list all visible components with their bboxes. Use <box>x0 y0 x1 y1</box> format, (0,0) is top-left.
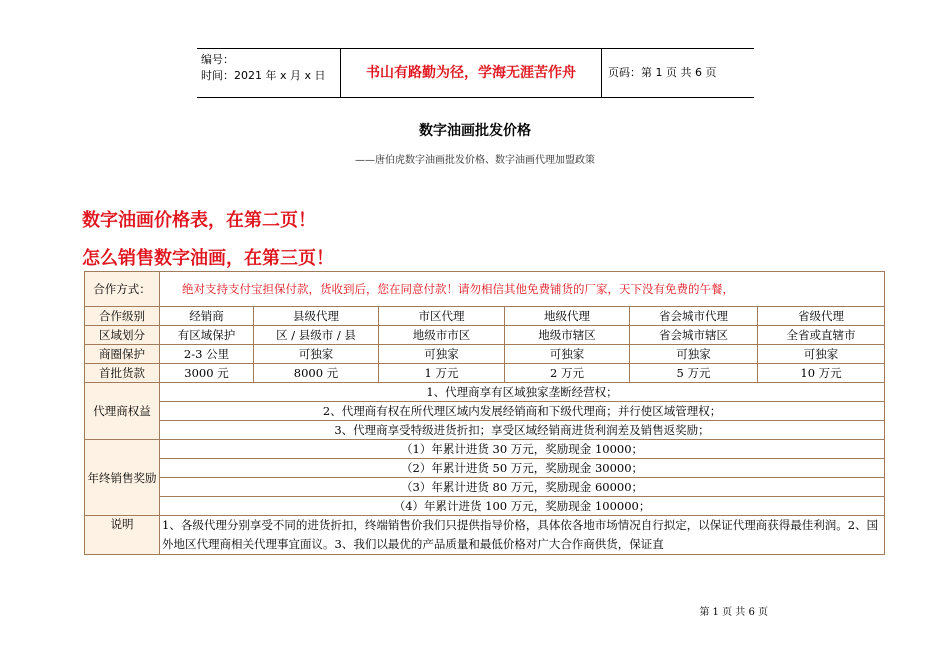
table-row <box>85 497 885 516</box>
table-cell: 3000 元 <box>160 364 254 383</box>
table-cell: 可独家 <box>254 345 379 364</box>
table-row <box>85 383 885 402</box>
level-label: 合作级别 <box>85 307 160 326</box>
table-row <box>85 345 885 364</box>
note-label: 说明 <box>85 516 160 555</box>
table-row <box>85 516 885 555</box>
table-cell: 2-3 公里 <box>160 345 254 364</box>
time-label: 时间：2021 年 x 月 x 日 <box>201 69 326 82</box>
rights-label: 代理商权益 <box>85 383 160 440</box>
bonus-item: （1）年累计进货 30 万元，奖励现金 10000； <box>160 440 885 459</box>
header-info <box>201 52 326 84</box>
page-footer: 第 1 页 共 6 页 <box>699 607 768 618</box>
rights-item: 3、代理商享受特级进货折扣；享受区域经销商进货利润差及销售返奖励； <box>160 421 885 440</box>
number-label: 编号： <box>201 53 234 66</box>
header-motto: 书山有路勤为径，学海无涯苦作舟 <box>366 65 576 81</box>
table-cell: 地级代理 <box>505 307 630 326</box>
bonus-item: （2）年累计进货 50 万元，奖励现金 30000； <box>160 459 885 478</box>
header-divider <box>601 49 602 97</box>
table-row <box>85 402 885 421</box>
document-title: 数字油画批发价格 <box>419 123 531 139</box>
header-page-label: 页码：第 1 页 共 6 页 <box>608 66 717 79</box>
table-row <box>85 326 885 345</box>
table-cell: 可独家 <box>758 345 885 364</box>
red-notice-sales-page: 怎么销售数字油画，在第三页！ <box>82 248 334 269</box>
table-cell: 可独家 <box>379 345 505 364</box>
rights-item: 1、代理商享有区域独家垄断经营权； <box>160 383 885 402</box>
table-cell: 省会城市辖区 <box>630 326 758 345</box>
table-cell: 市区代理 <box>379 307 505 326</box>
note-text: 1、各级代理分别享受不同的进货折扣，终端销售价我们只提供指导价格，具体依各地市场情况自行拟定，以保证代理商获得最佳利润。2、国外地区代理商相关代理事宜面议。3、我们以最优的产品质量和最低价格对广大合作商供货，保证直 <box>160 516 885 555</box>
red-notice-price-page: 数字油画价格表，在第二页！ <box>82 210 316 231</box>
bonus-label: 年终销售奖励 <box>85 440 160 516</box>
document-subtitle: ——唐伯虎数字油画批发价格、数字油画代理加盟政策 <box>355 155 595 166</box>
bonus-item: （4）年累计进货 100 万元，奖励现金 100000； <box>160 497 885 516</box>
table-cell: 地级市辖区 <box>505 326 630 345</box>
table-cell: 10 万元 <box>758 364 885 383</box>
cooperation-text <box>160 272 885 307</box>
table-row <box>85 307 885 326</box>
page-header <box>197 48 754 98</box>
cooperation-label: 合作方式： <box>85 272 160 307</box>
table-cell: 2 万元 <box>505 364 630 383</box>
table-cell: 1 万元 <box>379 364 505 383</box>
table-cell: 区 / 县级市 / 县 <box>254 326 379 345</box>
cooperation-red-text: 绝对支持支付宝担保付款，货收到后，您在同意付款！请勿相信其他免费铺货的厂家，天下没有免费的午餐， <box>182 282 734 296</box>
table-cell: 省级代理 <box>758 307 885 326</box>
table-cell: 可独家 <box>630 345 758 364</box>
table-cell: 5 万元 <box>630 364 758 383</box>
table-cell: 县级代理 <box>254 307 379 326</box>
table-row <box>85 459 885 478</box>
table-row <box>85 421 885 440</box>
agency-price-table <box>84 271 885 555</box>
protect-label: 商圈保护 <box>85 345 160 364</box>
region-label: 区域划分 <box>85 326 160 345</box>
table-row <box>85 272 885 307</box>
table-cell: 省会城市代理 <box>630 307 758 326</box>
table-cell: 全省或直辖市 <box>758 326 885 345</box>
bonus-item: （3）年累计进货 80 万元，奖励现金 60000； <box>160 478 885 497</box>
table-cell: 地级市市区 <box>379 326 505 345</box>
table-cell: 有区域保护 <box>160 326 254 345</box>
rights-item: 2、代理商有权在所代理区域内发展经销商和下级代理商；并行使区域管理权； <box>160 402 885 421</box>
table-cell: 可独家 <box>505 345 630 364</box>
table-cell: 8000 元 <box>254 364 379 383</box>
table-cell: 经销商 <box>160 307 254 326</box>
first-payment-label: 首批货款 <box>85 364 160 383</box>
table-row <box>85 440 885 459</box>
table-row <box>85 478 885 497</box>
table-row <box>85 364 885 383</box>
